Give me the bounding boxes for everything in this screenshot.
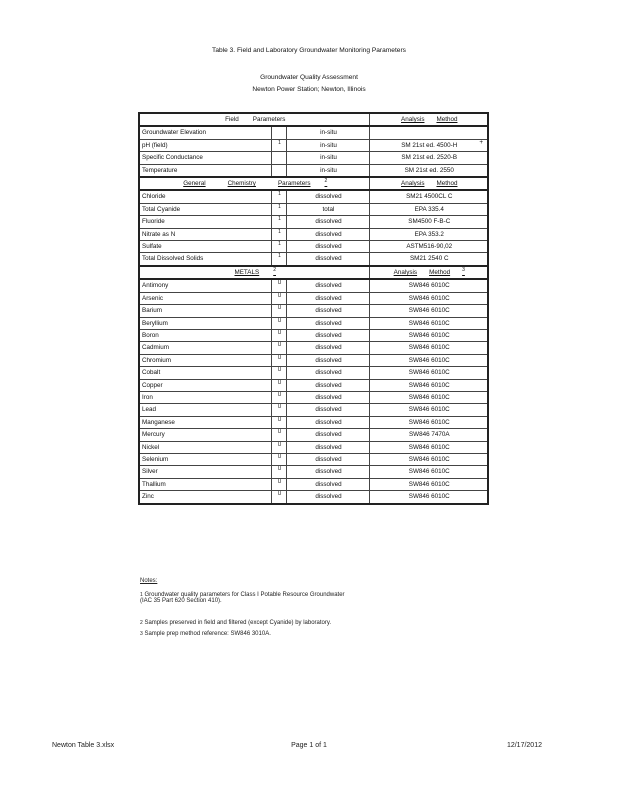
table-row (139, 416, 488, 428)
note-1-text: Groundwater quality parameters for Class I Potable Resource Groundwater (IAC 35 Part 620 Section 410). (140, 592, 345, 604)
table-row (139, 342, 488, 354)
analysis-method: EPA 353.2 (369, 228, 488, 240)
metals-header-row (139, 266, 488, 279)
sample-type: dissolved (286, 441, 369, 453)
sample-type: dissolved (286, 305, 369, 317)
parameter-name: Total Dissolved Solids (139, 253, 271, 266)
field-analysis-label: Analysis (401, 116, 425, 123)
note-marker (271, 342, 286, 354)
note-marker-text: 1 (278, 216, 281, 223)
note-marker (271, 203, 286, 215)
sample-type: dissolved (286, 342, 369, 354)
analysis-method (369, 126, 488, 139)
parameter-name: Temperature (139, 164, 271, 177)
note-marker (271, 164, 286, 177)
sample-type: dissolved (286, 279, 369, 292)
general-analysis-heading (369, 177, 488, 190)
parameter-name: Arsenic (139, 292, 271, 304)
field-heading-mid: Parameters (252, 116, 286, 123)
sample-type: dissolved (286, 190, 369, 203)
metals-method-sup: 3 (462, 266, 465, 273)
field-header-row (139, 113, 488, 126)
sample-type: dissolved (286, 354, 369, 366)
analysis-method (369, 139, 488, 151)
parameter-name: Total Cyanide (139, 203, 271, 215)
note-marker (271, 292, 286, 304)
parameter-name: Chromium (139, 354, 271, 366)
note-2 (140, 620, 331, 626)
notes-heading: Notes: (140, 578, 158, 584)
metals-heading-label: METALS (234, 268, 260, 276)
note-marker-text: U (277, 342, 282, 349)
note-marker-text: U (277, 317, 282, 324)
parameter-name: Manganese (139, 416, 271, 428)
note-marker-text: 1 (278, 203, 281, 210)
analysis-method: SM21 4500CL C (369, 190, 488, 203)
analysis-method: SW846 6010C (369, 404, 488, 416)
subtitle-assessment: Groundwater Quality Assessment (260, 74, 358, 81)
note-1 (140, 592, 350, 604)
parameter-name: Nickel (139, 441, 271, 453)
analysis-method: SW846 6010C (369, 305, 488, 317)
general-heading-a: General (183, 180, 206, 188)
note-marker (271, 317, 286, 329)
table-row (139, 478, 488, 490)
note-marker (271, 241, 286, 253)
analysis-method: SM21 2540 C (369, 253, 488, 266)
parameter-name: Iron (139, 391, 271, 403)
note-marker-text: 1 (278, 253, 281, 260)
note-marker-text: U (277, 478, 282, 485)
table-row (139, 317, 488, 329)
analysis-method: SW846 6010C (369, 416, 488, 428)
analysis-method: EPA 335.4 (369, 203, 488, 215)
note-marker-text: U (277, 367, 282, 374)
metals-heading-sup: 2 (273, 266, 276, 273)
sample-type: dissolved (286, 404, 369, 416)
note-marker (271, 253, 286, 266)
sample-type: dissolved (286, 478, 369, 490)
parameter-name: Barium (139, 305, 271, 317)
note-3 (140, 631, 271, 637)
table-row (139, 491, 488, 504)
method-text: SM 21st ed. 2550 (404, 166, 454, 174)
general-method-label: Method (436, 180, 458, 188)
note-marker (271, 441, 286, 453)
table-row (139, 216, 488, 228)
table-row (139, 466, 488, 478)
note-marker (271, 379, 286, 391)
analysis-method: SW846 6010C (369, 441, 488, 453)
note-3-text: Sample prep method reference: SW846 3010A. (144, 631, 271, 637)
parameter-name: Copper (139, 379, 271, 391)
sample-type: dissolved (286, 453, 369, 465)
subtitle-location: Newton Power Station; Newton, Illinois (252, 86, 366, 93)
table-row (139, 429, 488, 441)
table-row (139, 203, 488, 215)
parameter-name: Sulfate (139, 241, 271, 253)
analysis-method: SW846 6010C (369, 478, 488, 490)
metals-heading (139, 266, 369, 279)
sample-type: dissolved (286, 216, 369, 228)
note-marker-text: U (277, 280, 282, 287)
parameter-name: Groundwater Elevation (139, 126, 271, 139)
table-row (139, 391, 488, 403)
field-heading (139, 113, 369, 126)
analysis-method: SW846 6010C (369, 317, 488, 329)
note-marker (271, 329, 286, 341)
general-heading (139, 177, 369, 190)
analysis-method: SW846 6010C (369, 279, 488, 292)
note-2-marker: 2 (140, 620, 143, 626)
note-marker (271, 152, 286, 164)
general-heading-c: Parameters (277, 180, 311, 188)
footer-date: 12/17/2012 (506, 742, 542, 749)
table-row (139, 441, 488, 453)
parameter-name: Selenium (139, 453, 271, 465)
sample-type: dissolved (286, 379, 369, 391)
metals-method-label: Method (429, 268, 451, 276)
note-marker (271, 354, 286, 366)
analysis-method: SW846 6010C (369, 453, 488, 465)
analysis-method (369, 164, 488, 177)
note-marker-text: U (277, 354, 282, 361)
analysis-method: SW846 7470A (369, 429, 488, 441)
note-marker (271, 305, 286, 317)
analysis-method: SW846 6010C (369, 329, 488, 341)
metals-analysis-heading (369, 266, 488, 279)
note-marker (271, 279, 286, 292)
table-row (139, 329, 488, 341)
parameter-name: Antimony (139, 279, 271, 292)
parameter-name: Boron (139, 329, 271, 341)
analysis-method (369, 152, 488, 164)
note-marker (271, 126, 286, 139)
method-extra: + (479, 139, 483, 146)
table-row (139, 126, 488, 139)
sample-type: dissolved (286, 228, 369, 240)
table-row (139, 152, 488, 164)
method-text: SM 21st ed. 4500-H (401, 141, 458, 149)
parameter-name: Thallium (139, 478, 271, 490)
note-marker (271, 478, 286, 490)
table-row (139, 305, 488, 317)
parameter-name: Cobalt (139, 367, 271, 379)
note-marker (271, 391, 286, 403)
analysis-method: SM4500 F-B-C (369, 216, 488, 228)
sample-type: dissolved (286, 466, 369, 478)
sample-type: dissolved (286, 317, 369, 329)
note-marker-text: 1 (278, 228, 281, 235)
footer-page: Page 1 of 1 (291, 742, 327, 749)
parameter-name: pH (field) (139, 139, 271, 151)
table-row (139, 453, 488, 465)
parameter-name: Beryllium (139, 317, 271, 329)
table-row (139, 228, 488, 240)
table-row (139, 404, 488, 416)
analysis-method: SW846 6010C (369, 491, 488, 504)
analysis-method: SW846 6010C (369, 391, 488, 403)
analysis-method: SW846 6010C (369, 379, 488, 391)
table-row (139, 253, 488, 266)
parameter-name: Specific Conductance (139, 152, 271, 164)
note-marker (271, 367, 286, 379)
note-marker (271, 190, 286, 203)
parameter-name: Mercury (139, 429, 271, 441)
sample-type: in-situ (286, 164, 369, 177)
table-row (139, 139, 488, 151)
sample-type: dissolved (286, 429, 369, 441)
sample-type: dissolved (286, 416, 369, 428)
sample-type: dissolved (286, 491, 369, 504)
note-marker-text: U (277, 416, 282, 423)
note-marker (271, 228, 286, 240)
table-row (139, 292, 488, 304)
note-marker-text: U (277, 404, 282, 411)
note-marker-text: U (277, 491, 282, 498)
general-analysis-label: Analysis (401, 180, 425, 188)
sample-type: dissolved (286, 329, 369, 341)
note-marker-text: U (277, 429, 282, 436)
general-heading-b: Chemistry (227, 180, 256, 188)
table-row (139, 379, 488, 391)
note-3-marker: 3 (140, 631, 143, 637)
parameters-table (138, 112, 489, 505)
field-analysis-heading (369, 113, 488, 126)
sample-type: dissolved (286, 253, 369, 266)
note-1-marker: 1 (140, 592, 143, 598)
note-marker (271, 404, 286, 416)
sample-type: dissolved (286, 391, 369, 403)
field-heading-left: Field (225, 116, 239, 123)
note-marker-text: 1 (278, 191, 281, 198)
parameter-name: Cadmium (139, 342, 271, 354)
note-marker-text: U (277, 466, 282, 473)
parameter-name: Silver (139, 466, 271, 478)
analysis-method: SW846 6010C (369, 292, 488, 304)
note-marker-text: U (277, 305, 282, 312)
method-text: SM 21st ed. 2520-B (401, 154, 458, 162)
parameter-name: Chloride (139, 190, 271, 203)
footer-filename: Newton Table 3.xlsx (52, 742, 115, 749)
analysis-method: SW846 6010C (369, 466, 488, 478)
analysis-method: ASTM516-90,02 (369, 241, 488, 253)
general-header-row (139, 177, 488, 190)
table-row (139, 190, 488, 203)
note-marker-text: U (277, 292, 282, 299)
table-row (139, 367, 488, 379)
note-marker (271, 139, 286, 151)
note-marker (271, 491, 286, 504)
field-method-label: Method (436, 116, 458, 123)
note-marker-text: 1 (278, 241, 281, 248)
table-row (139, 279, 488, 292)
sample-type: dissolved (286, 241, 369, 253)
table-row (139, 241, 488, 253)
note-marker (271, 466, 286, 478)
note-marker (271, 429, 286, 441)
note-marker-text: U (277, 441, 282, 448)
note-marker-text: U (277, 379, 282, 386)
sample-type: dissolved (286, 367, 369, 379)
sample-type: in-situ (286, 126, 369, 139)
note-marker (271, 453, 286, 465)
sample-type: dissolved (286, 292, 369, 304)
note-marker (271, 216, 286, 228)
parameter-name: Lead (139, 404, 271, 416)
table-row (139, 164, 488, 177)
general-heading-sup: 2 (324, 178, 328, 185)
parameter-name: Nitrate as N (139, 228, 271, 240)
analysis-method: SW846 6010C (369, 367, 488, 379)
note-marker-text: 1 (278, 139, 281, 146)
note-marker (271, 416, 286, 428)
note-2-text: Samples preserved in field and filtered (except Cyanide) by laboratory. (144, 620, 332, 626)
table-row (139, 354, 488, 366)
analysis-method: SW846 6010C (369, 354, 488, 366)
table-title: Table 3. Field and Laboratory Groundwater Monitoring Parameters (212, 47, 406, 54)
parameter-name: Zinc (139, 491, 271, 504)
metals-analysis-label: Analysis (393, 268, 418, 276)
note-marker-text: U (277, 453, 282, 460)
note-marker-text: U (277, 391, 282, 398)
analysis-method: SW846 6010C (369, 342, 488, 354)
sample-type: in-situ (286, 139, 369, 151)
sample-type: total (286, 203, 369, 215)
note-marker-text: U (277, 329, 282, 336)
sample-type: in-situ (286, 152, 369, 164)
parameter-name: Fluoride (139, 216, 271, 228)
